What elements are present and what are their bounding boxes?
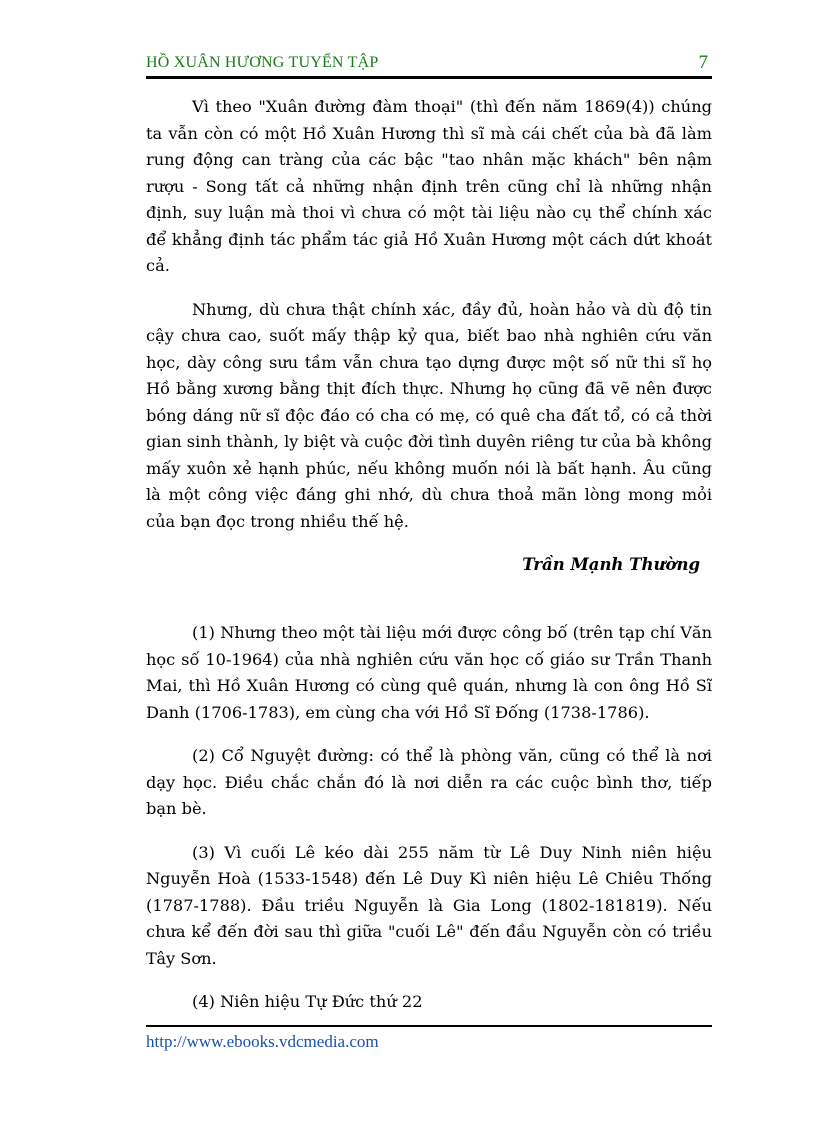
footer-divider [146, 1025, 712, 1027]
footnote-4: (4) Niên hiệu Tự Đức thứ 22 [192, 992, 423, 1011]
main-text [146, 94, 712, 579]
footnotes [146, 620, 712, 1033]
footer-link[interactable]: http://www.ebooks.vdcmedia.com [146, 1032, 379, 1051]
body-paragraph: Vì theo "Xuân đường đàm thoại" (thì đến năm 1869(4)) chúng ta vẫn còn có một Hồ Xuân Hương thì sĩ mà cái chết của bà đã làm rung động can tràng của các bậc "tao nhân mặc khách" bên nậm rượu - Song tất cả những nhận định trên cũng chỉ là những nhận định, suy luận mà thoi vì chưa có một tài liệu nào cụ thể chính xác để khẳng định tác phẩm tác giả Hồ Xuân Hương một cách dứt khoát cả. [146, 97, 712, 275]
footnote-3: (3) Vì cuối Lê kéo dài 255 năm từ Lê Duy Ninh niên hiệu Nguyễn Hoà (1533-1548) đến Lê Duy Kì niên hiệu Lê Chiêu Thống (1787-1788). Đầu triều Nguyễn là Gia Long (1802-181819). Nếu chưa kể đến đời sau thì giữa "cuối Lê" đến đầu Nguyễn còn có triều Tây Sơn. [146, 842, 712, 968]
body-paragraph: Nhưng, dù chưa thật chính xác, đầy đủ, hoàn hảo và dù độ tin cậy chưa cao, suốt mấy thập kỷ qua, biết bao nhà nghiên cứu văn học, dày công sưu tầm vẫn chưa tạo dựng được một số nữ thi sĩ họ Hồ bằng xương bằng thịt đích thực. Nhưng họ cũng đã vẽ nên được bóng dáng nữ sĩ độc đáo có cha có mẹ, có quê cha đất tổ, có cả thời gian sinh thành, ly biệt và cuộc đời tình duyên riêng tư của bà không mấy xuôn xẻ hạnh phúc, nếu không muốn nói là bất hạnh. Âu cũng là một công việc đáng ghi nhớ, dù chưa thoả mãn lòng mong mỏi của bạn đọc trong nhiều thế hệ. [146, 299, 712, 531]
footnote-1: (1) Nhưng theo một tài liệu mới được công bố (trên tạp chí Văn học số 10-1964) của nhà nghiên cứu văn học cố giáo sư Trần Thanh Mai, thì Hồ Xuân Hương có cùng quê quán, nhưng là con ông Hồ Sĩ Danh (1706-1783), em cùng cha với Hồ Sĩ Đống (1738-1786). [146, 623, 712, 722]
author-signature: Trần Mạnh Thường [522, 555, 700, 574]
footnote-2: (2) Cổ Nguyệt đường: có thể là phòng văn, cũng có thể là nơi dạy học. Điều chắc chắn đó là nơi diễn ra các cuộc bình thơ, tiếp bạn bè. [146, 746, 712, 818]
book-title: HỒ XUÂN HƯƠNG TUYỂN TẬP [146, 54, 379, 71]
page-header [146, 52, 712, 79]
page-number: 7 [698, 52, 708, 73]
